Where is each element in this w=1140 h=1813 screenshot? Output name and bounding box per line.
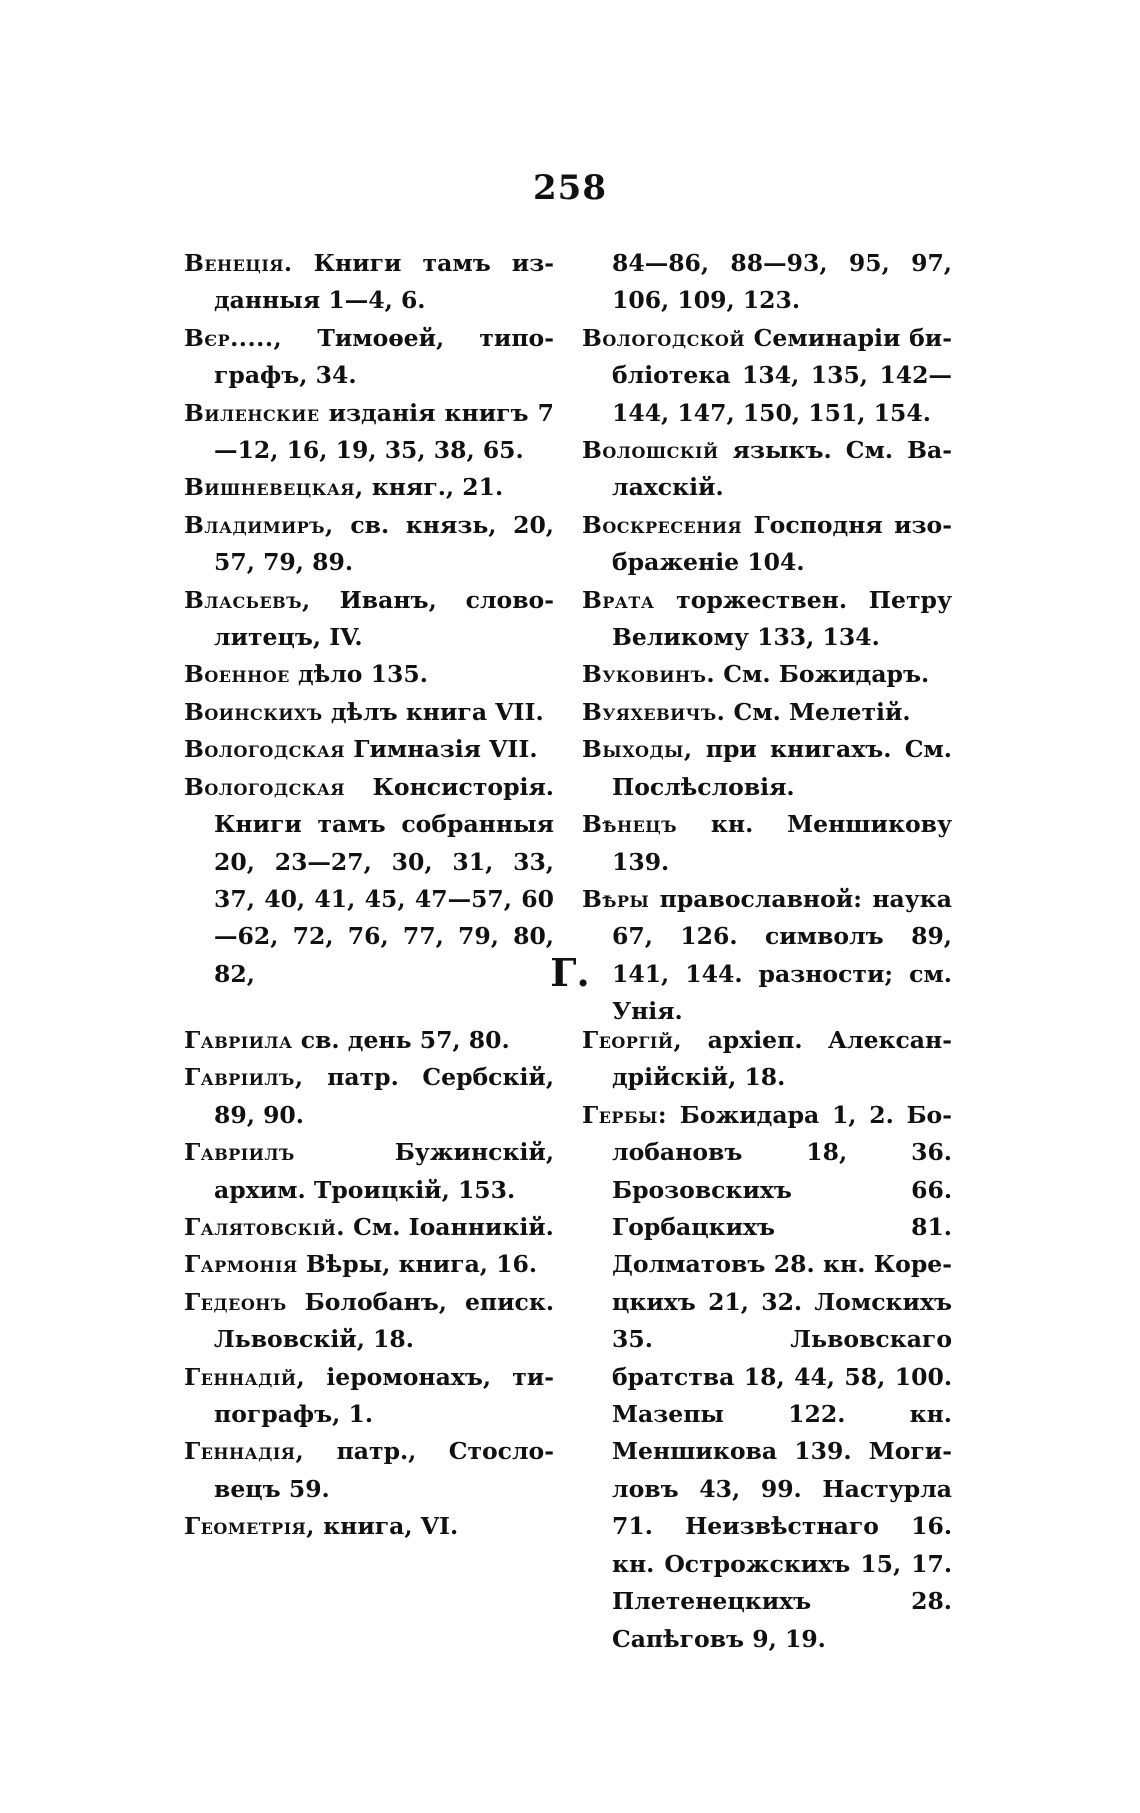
entry-heading: Виленские <box>184 398 320 427</box>
entry-heading: Власьевъ, <box>184 585 311 614</box>
entry-heading: Вологодской <box>582 323 745 352</box>
entry-text: Бужинскій, архим. Троицкій, 153. <box>214 1138 554 1204</box>
page-number: 258 <box>533 168 607 208</box>
index-entry <box>184 731 554 768</box>
entry-heading: Вологодская <box>184 735 346 764</box>
entry-heading: Воскресения <box>582 510 743 539</box>
entry-heading: Гербы: <box>582 1100 668 1129</box>
entry-heading: Вологодская <box>184 772 346 801</box>
entry-text: 84—86, 88—93, 95, 97, 106, 109, 123. <box>612 249 952 315</box>
index-entry <box>184 1246 554 1283</box>
entry-text: Болобанъ, еписк. Львовскій, 18. <box>214 1287 554 1354</box>
entry-heading: Галятовскій. <box>184 1213 345 1242</box>
entry-text: архіеп. Александрійскій, 18. <box>612 1026 952 1092</box>
entry-text: Тимоѳей, типографъ, 34. <box>214 323 554 390</box>
entry-text: дѣло 135. <box>289 660 428 689</box>
index-entry <box>184 1022 554 1059</box>
index-entry <box>582 656 952 693</box>
entry-text: св. день 57, 80. <box>292 1026 510 1054</box>
index-entry <box>582 1022 952 1097</box>
entry-heading: Владимиръ, <box>184 510 334 539</box>
entry-heading: Вуяхевичъ. <box>582 697 726 726</box>
index-entry <box>184 395 554 470</box>
entry-text: княг., 21. <box>363 473 504 502</box>
index-entry <box>582 245 952 320</box>
entry-text: при книгахъ. См. Послѣсловія. <box>612 735 952 801</box>
entry-text: См. Божидаръ. <box>715 660 930 689</box>
entry-text: патр. Сербскій, 89, 90. <box>214 1063 554 1129</box>
index-entry <box>582 806 952 881</box>
entry-heading: Гавріилъ, <box>184 1063 304 1092</box>
index-entry <box>184 507 554 582</box>
section-letter: Г. <box>550 950 590 995</box>
index-entry <box>184 1508 554 1545</box>
entry-text: Иванъ, словолитецъ, IV. <box>214 585 554 652</box>
entry-text: Консисторія. Книги тамъ собранныя 20, 23—27, 30, 31, 33, 37, 40, 41, 45, 47—57, 60—62, 72, 76, 77, 79, 80, 82, <box>214 772 554 988</box>
entry-heading: Геометрія, <box>184 1512 315 1541</box>
entry-text: Божидара 1, 2. Болобановъ 18, 36. Брозовскихъ 66. Горбацкихъ 81. Долматовъ 28. кн. Корецкихъ 21, 32. Ломскихъ 35. Львовскаго братства 18, 44, 58, 100. Мазепы 122. кн. Меншикова 139. Могиловъ 43, 99. Настурла 71. Неизвѣстнаго 16. кн. Острожскихъ 15, 17. Плетенецкихъ 28. Сапѣговъ 9, 19. <box>612 1100 952 1653</box>
entry-text: книга, VI. <box>314 1512 459 1541</box>
index-entry <box>184 320 554 395</box>
index-column-left-top <box>184 245 554 993</box>
entry-text: изданія книгъ 7 —12, 16, 19, 35, 38, 65. <box>214 398 554 465</box>
entry-heading: Геннадія, <box>184 1437 305 1466</box>
entry-text: языкъ. См. Валахскій. <box>612 436 952 502</box>
entry-text: Господня изображеніе 104. <box>612 510 952 577</box>
entry-text: Гимназія VII. <box>345 735 538 764</box>
entry-heading: Вишневецкая, <box>184 473 364 502</box>
index-entry <box>184 1433 554 1508</box>
entry-text: Семинаріи библіотека 134, 135, 142—144, 147, 150, 151, 154. <box>612 323 952 427</box>
entry-text: дѣлъ книга VII. <box>322 697 544 726</box>
entry-text: См. Іоанникій. <box>344 1213 554 1242</box>
entry-heading: Вєр....., <box>184 323 283 352</box>
index-entry <box>582 432 952 507</box>
entry-text: православной: наука 67, 126. символъ 89, 141, 144. разности; см. Унія. <box>612 884 952 1026</box>
entry-text: патр., Стословецъ 59. <box>214 1437 554 1503</box>
entry-heading: Вуковинъ. <box>582 660 716 689</box>
entry-heading: Гавріилъ <box>184 1138 295 1167</box>
entry-heading: Воинскихъ <box>184 697 323 726</box>
index-entry <box>582 507 952 582</box>
entry-heading: Венеція. <box>184 249 293 277</box>
index-entry <box>184 656 554 693</box>
index-entry <box>184 469 554 506</box>
index-column-left-bottom <box>184 1022 554 1546</box>
entry-text: торжествен. Петру Великому 133, 134. <box>612 585 952 652</box>
index-entry <box>184 1209 554 1246</box>
entry-heading: Военное <box>184 660 290 689</box>
entry-heading: Георгій, <box>582 1026 683 1054</box>
entry-text: кн. Меншикову 139. <box>612 810 952 876</box>
entry-heading: Вѣнецъ <box>582 810 678 839</box>
entry-text: іеромонахъ, типографъ, 1. <box>214 1362 554 1429</box>
index-entry <box>582 582 952 657</box>
index-entry <box>184 1284 554 1359</box>
entry-heading: Гавріила <box>184 1026 293 1054</box>
entry-text: Книги тамъ изданныя 1—4, 6. <box>214 249 554 315</box>
entry-text: См. Мелетій. <box>725 697 911 726</box>
index-column-right-bottom <box>582 1022 952 1658</box>
index-entry <box>582 731 952 806</box>
entry-text: св. князь, 20, 57, 79, 89. <box>214 510 554 577</box>
entry-text: Вѣры, книга, 16. <box>297 1250 538 1279</box>
index-entry <box>184 1059 554 1134</box>
index-entry <box>184 582 554 657</box>
index-column-right-top <box>582 245 952 1031</box>
entry-heading: Врата <box>582 585 655 614</box>
index-entry <box>184 1134 554 1209</box>
entry-heading: Гармонія <box>184 1250 298 1279</box>
entry-heading: Гедеонъ <box>184 1287 287 1316</box>
index-entry <box>184 1359 554 1434</box>
index-entry <box>582 694 952 731</box>
index-entry <box>582 1097 952 1658</box>
entry-heading: Вѣры <box>582 884 650 913</box>
index-entry <box>184 694 554 731</box>
entry-heading: Геннадій, <box>184 1362 306 1391</box>
entry-heading: Волошскій <box>582 436 719 465</box>
index-entry <box>582 320 952 432</box>
entry-heading: Выходы, <box>582 735 693 764</box>
index-entry <box>184 245 554 320</box>
